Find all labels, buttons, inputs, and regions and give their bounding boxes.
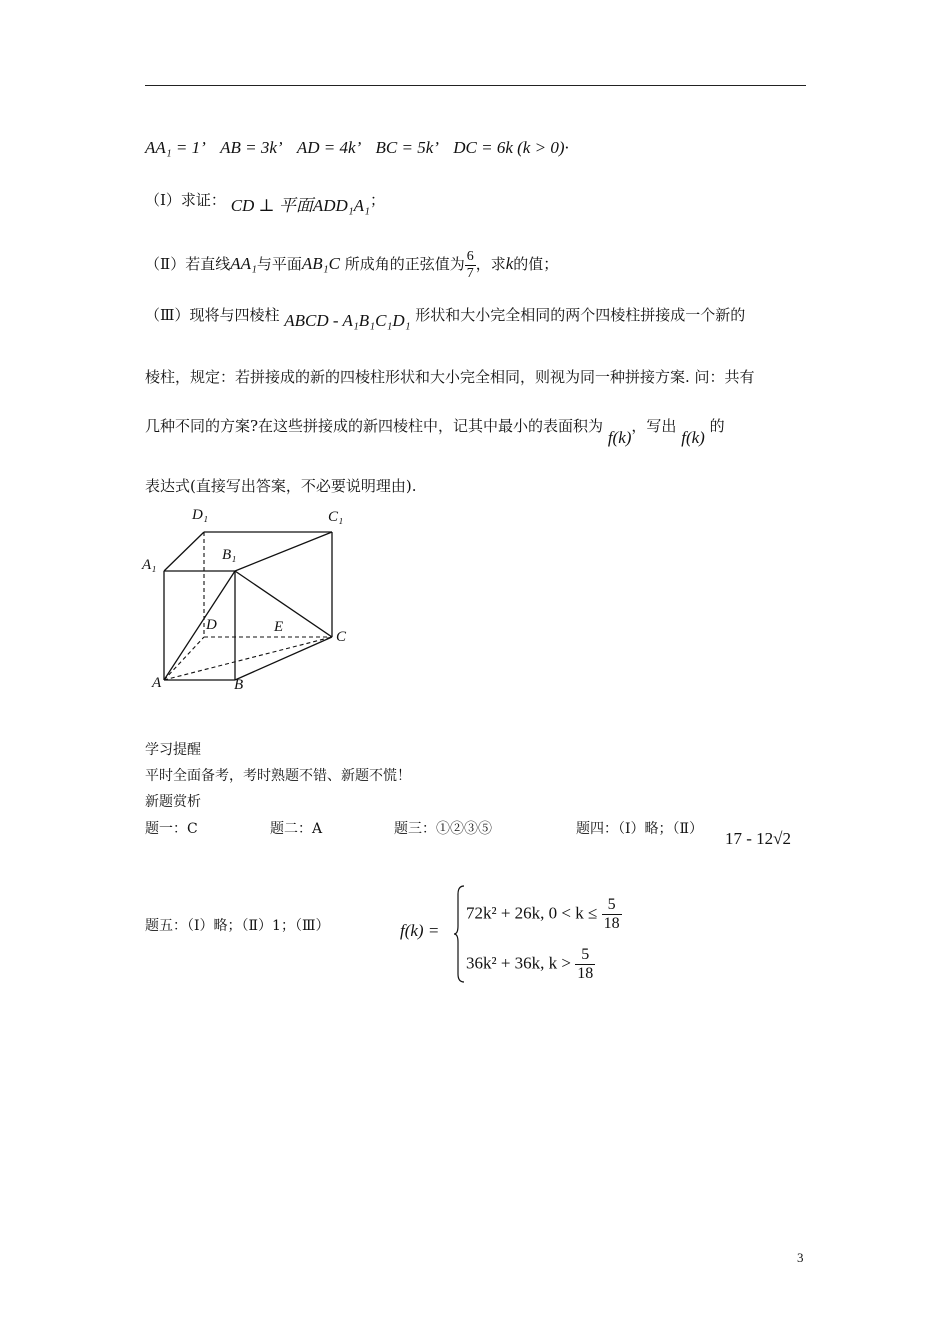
part2-fraction — [465, 249, 476, 282]
part3-line3 — [145, 416, 725, 447]
prism-figure — [140, 505, 360, 705]
label-e: E — [274, 619, 284, 635]
part2-label: （Ⅱ）若直线 — [145, 255, 231, 273]
part2-line — [145, 248, 558, 282]
case2-expr: 36k² + 36k, k > — [466, 953, 572, 973]
case1-denominator: 18 — [603, 915, 620, 932]
part2-mid3: ，求 — [475, 255, 506, 273]
label-d1: D₁ — [192, 507, 209, 523]
part3-text3c: 的 — [709, 417, 725, 435]
part3-text1: 形状和大小完全相同的两个四棱柱拼接成一个新的 — [415, 306, 746, 324]
answer-q3: 题三：①②③⑤ — [394, 821, 492, 837]
edge-b1-c — [235, 571, 332, 637]
case1-expr: 72k² + 26k, 0 < k ≤ — [466, 903, 598, 923]
part2-line-aa1: AA₁ — [230, 254, 257, 273]
edge-b1-c1 — [235, 532, 332, 571]
reminder-title: 学习提醒 — [145, 742, 201, 758]
cond-ab: AB = 3k’ — [220, 138, 283, 157]
fraction-denominator: 7 — [466, 265, 474, 281]
conditions-line — [145, 138, 569, 158]
edge-a1-d1 — [164, 532, 204, 571]
part3-line2: 棱柱，规定：若拼接成的新的四棱柱形状和大小完全相同，则视为同一种拼接方案. 问：共有 — [145, 368, 755, 386]
answer-q5: 题五：（Ⅰ）略；（Ⅱ）1；（Ⅲ） — [145, 918, 330, 934]
part1-statement: CD ⊥ 平面ADD₁A₁ — [230, 196, 370, 215]
answer-q1: 题一：C — [145, 821, 198, 837]
part3-line4: 表达式(直接写出答案，不必要说明理由). — [145, 477, 417, 495]
part3-text3b: ，写出 — [631, 417, 677, 435]
hidden-edge-a-d — [164, 637, 204, 680]
part2-plane: AB₁C — [301, 254, 340, 273]
part3-line1 — [145, 305, 746, 330]
part3-fk2: f(k) — [681, 428, 705, 447]
answer-q4: 题四：（Ⅰ）略；（Ⅱ） — [576, 821, 704, 837]
answer-q2: 题二：A — [270, 821, 323, 837]
part3-fk: f(k) — [607, 428, 632, 447]
piecewise-case1 — [466, 896, 622, 933]
label-a1: A₁ — [142, 557, 157, 573]
label-c: C — [336, 629, 347, 645]
piecewise-brace — [454, 884, 466, 984]
edge-b-c — [235, 637, 332, 680]
part2-end: 的值； — [513, 255, 559, 273]
edge-a-b1 — [164, 571, 235, 680]
case1-fraction — [602, 896, 622, 933]
part1-end: ； — [369, 191, 385, 209]
part3-prism: ABCD - A₁B₁C₁D₁ — [284, 311, 411, 330]
part2-mid2: 所成角的正弦值为 — [344, 255, 465, 273]
answer-q4-value: 17 - 12√2 — [725, 829, 791, 848]
label-c1: C₁ — [328, 509, 344, 525]
analysis-title: 新题赏析 — [145, 794, 201, 810]
part2-mid: 与平面 — [256, 255, 302, 273]
cond-bc: BC = 5k’ — [375, 138, 439, 157]
label-a: A — [152, 675, 162, 691]
answer-q5-fk: f(k) = — [400, 921, 440, 940]
part1-line — [145, 190, 385, 215]
part2-var: k — [505, 254, 514, 273]
case2-numerator: 5 — [575, 946, 595, 965]
label-d: D — [206, 617, 217, 633]
fraction-numerator: 6 — [466, 248, 474, 264]
cond-ad: AD = 4k’ — [296, 138, 362, 157]
piecewise-case2 — [466, 946, 595, 983]
label-b1: B₁ — [222, 547, 237, 563]
part3-label: （Ⅲ）现将与四棱柱 — [145, 306, 280, 324]
cond-aa1: AA₁ = 1’ — [145, 138, 206, 157]
case2-denominator: 18 — [577, 965, 594, 982]
part1-label: （Ⅰ）求证： — [145, 191, 226, 209]
case2-fraction — [575, 946, 595, 983]
prism-diagram — [140, 505, 360, 705]
reminder-text: 平时全面备考，考时熟题不错、新题不慌！ — [145, 768, 411, 784]
label-b: B — [234, 677, 244, 693]
header-rule — [145, 85, 806, 86]
part3-text3a: 几种不同的方案?在这些拼接成的新四棱柱中，记其中最小的表面积为 — [145, 417, 604, 435]
page-number: 3 — [797, 1250, 804, 1265]
case1-numerator: 5 — [602, 896, 622, 915]
cond-dc: DC = 6k (k > 0)· — [453, 138, 569, 157]
